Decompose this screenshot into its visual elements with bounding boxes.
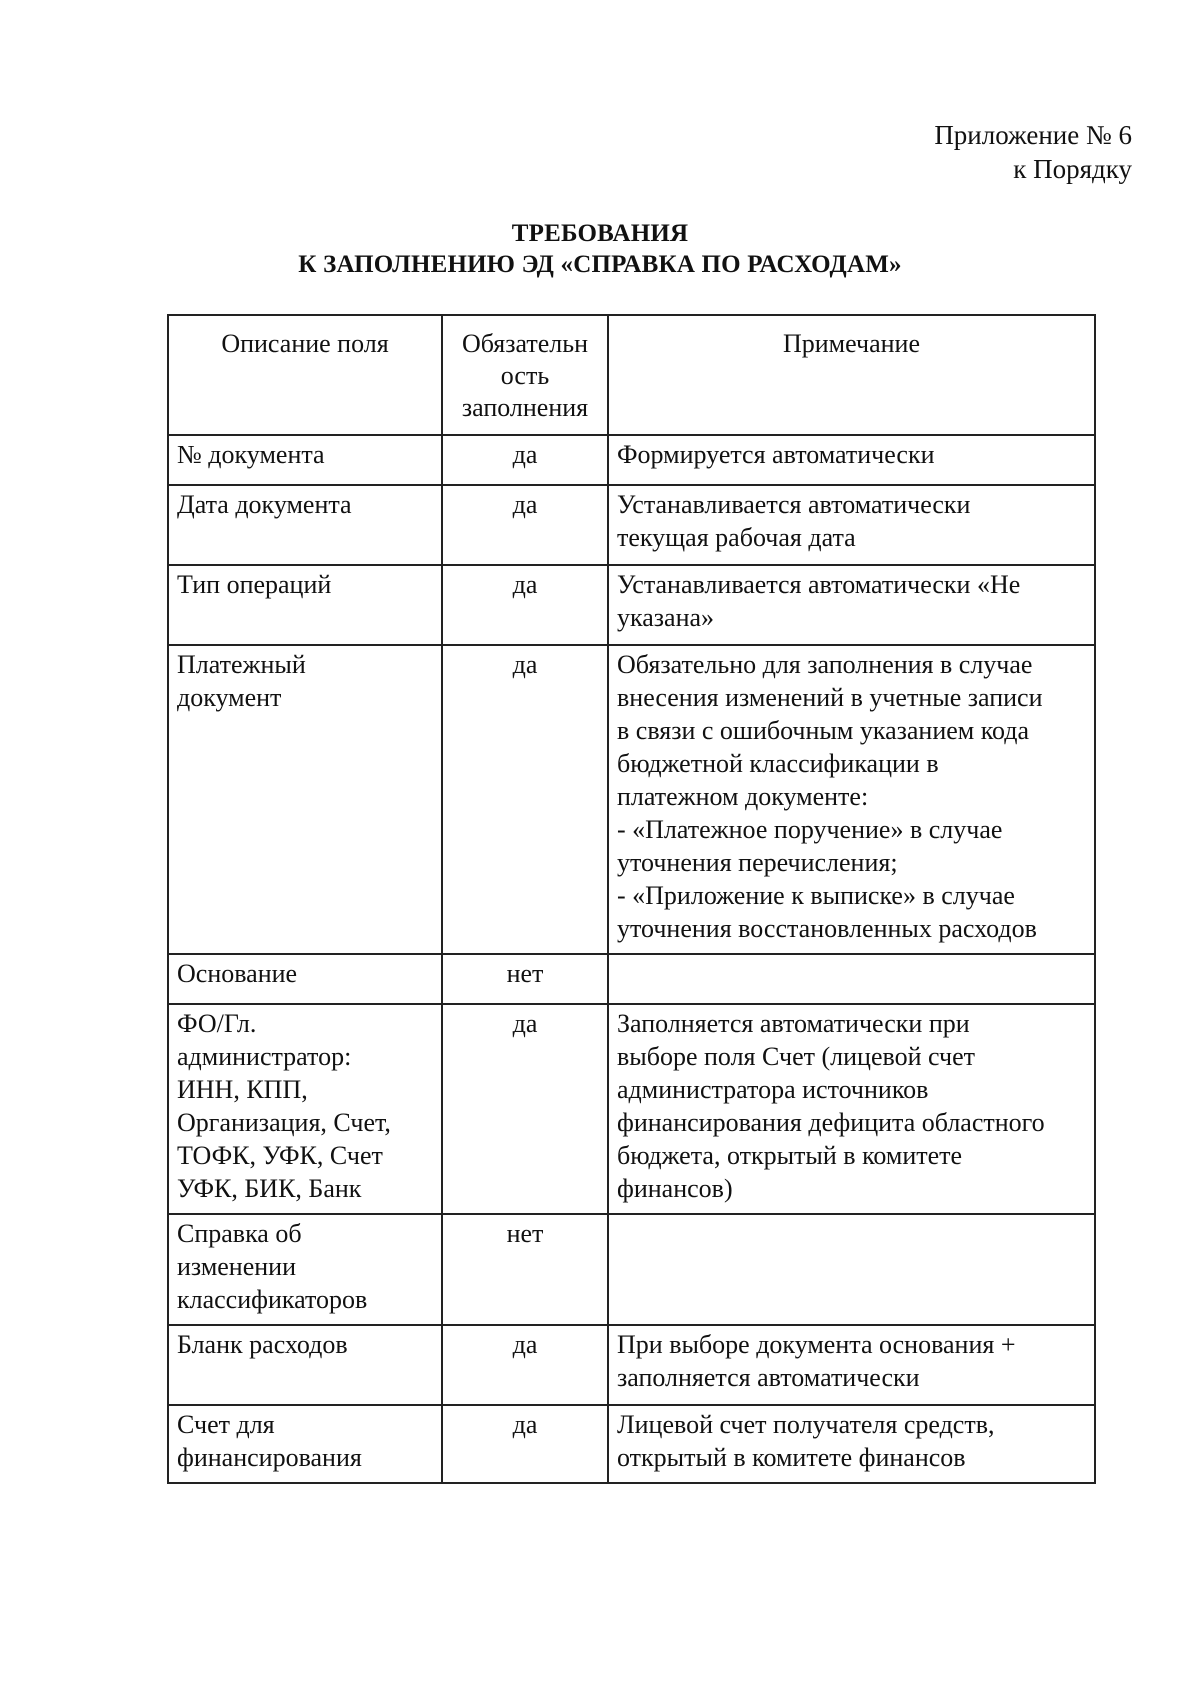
cell-text-line: Заполняется автоматически при [617,1009,970,1038]
cell-text-line: № документа [177,440,325,469]
cell-text-line: бюджета, открытый в комитете [617,1141,963,1170]
table-row [168,1405,1095,1483]
cell-text-line: - «Приложение к выписке» в случае [617,881,1015,910]
document-title [0,218,1200,280]
cell-text-line: открытый в комитете финансов [617,1443,966,1472]
table-row [168,1325,1095,1405]
cell-text-line: УФК, БИК, Банк [177,1174,362,1203]
cell-note [608,1214,1095,1325]
cell-text-line: ИНН, КПП, [177,1075,308,1104]
cell-text-line: Обязательно для заполнения в случае [617,650,1033,679]
cell-required: да [442,1405,608,1483]
appendix-order: к Порядку [1013,154,1132,184]
cell-text-line: изменении [177,1252,297,1281]
header-note: Примечание [608,315,1095,435]
cell-text-line: Справка об [177,1219,302,1248]
cell-note [608,645,1095,954]
appendix-reference [934,118,1132,186]
cell-required: да [442,1004,608,1214]
cell-text-line: Организация, Счет, [177,1108,391,1137]
header-required-line: ость [500,361,550,390]
cell-text-line: финансирования дефицита областного [617,1108,1045,1137]
cell-text-line: Основание [177,959,298,988]
cell-text-line: Дата документа [177,490,352,519]
cell-field-description [168,645,442,954]
cell-text-line: уточнения восстановленных расходов [617,914,1037,943]
header-required-line: Обязательн [461,329,589,358]
cell-text-line: финансов) [617,1174,733,1203]
cell-text-line: Бланк расходов [177,1330,348,1359]
table-row [168,435,1095,485]
cell-text-line: Платежный [177,650,306,679]
cell-text-line: администратор: [177,1042,352,1071]
header-field-description: Описание поля [168,315,442,435]
cell-text-line: - «Платежное поручение» в случае [617,815,1003,844]
cell-text-line: администратора источников [617,1075,929,1104]
cell-text-line: Тип операций [177,570,332,599]
cell-field-description [168,1325,442,1405]
cell-required: да [442,565,608,645]
cell-field-description [168,1405,442,1483]
appendix-number: Приложение № 6 [934,120,1132,150]
cell-required: да [442,485,608,565]
cell-text-line: ТОФК, УФК, Счет [177,1141,383,1170]
cell-text-line: финансирования [177,1443,362,1472]
table-row [168,954,1095,1004]
cell-text-line: уточнения перечисления; [617,848,898,877]
cell-required: да [442,645,608,954]
cell-field-description [168,435,442,485]
table-row [168,645,1095,954]
cell-required: да [442,435,608,485]
cell-note [608,1325,1095,1405]
cell-text-line: Устанавливается автоматически «Не [617,570,1021,599]
cell-note [608,1405,1095,1483]
cell-text-line: Лицевой счет получателя средств, [617,1410,995,1439]
table-row [168,565,1095,645]
title-line-1: ТРЕБОВАНИЯ [511,220,689,247]
cell-note [608,1004,1095,1214]
title-line-2: К ЗАПОЛНЕНИЮ ЭД «СПРАВКА ПО РАСХОДАМ» [298,251,902,278]
cell-note [608,565,1095,645]
cell-note [608,954,1095,1004]
cell-text-line: указана» [617,603,715,632]
cell-text-line: Формируется автоматически [617,440,935,469]
cell-note [608,435,1095,485]
cell-text-line: бюджетной классификации в [617,749,939,778]
cell-text-line: выборе поля Счет (лицевой счет [617,1042,976,1071]
cell-text-line: заполняется автоматически [617,1363,920,1392]
cell-text-line: При выборе документа основания + [617,1330,1016,1359]
cell-text-line: классификаторов [177,1285,368,1314]
cell-field-description [168,954,442,1004]
cell-text-line: ФО/Гл. [177,1009,257,1038]
table-row [168,485,1095,565]
cell-note [608,485,1095,565]
cell-text-line: документ [177,683,282,712]
cell-text-line: внесения изменений в учетные записи [617,683,1043,712]
requirements-table [167,314,1096,1484]
table-body [168,435,1095,1483]
cell-text-line: текущая рабочая дата [617,523,856,552]
cell-text-line: в связи с ошибочным указанием кода [617,716,1030,745]
header-required-line: заполнения [461,393,589,422]
cell-text-line: Счет для [177,1410,275,1439]
cell-field-description [168,1214,442,1325]
cell-field-description [168,1004,442,1214]
cell-field-description [168,565,442,645]
table-row [168,1214,1095,1325]
cell-required: нет [442,1214,608,1325]
header-required [442,315,608,435]
table-header-row [168,315,1095,435]
cell-text-line: платежном документе: [617,782,869,811]
cell-text-line: Устанавливается автоматически [617,490,971,519]
cell-required: да [442,1325,608,1405]
cell-required: нет [442,954,608,1004]
table-row [168,1004,1095,1214]
cell-field-description [168,485,442,565]
